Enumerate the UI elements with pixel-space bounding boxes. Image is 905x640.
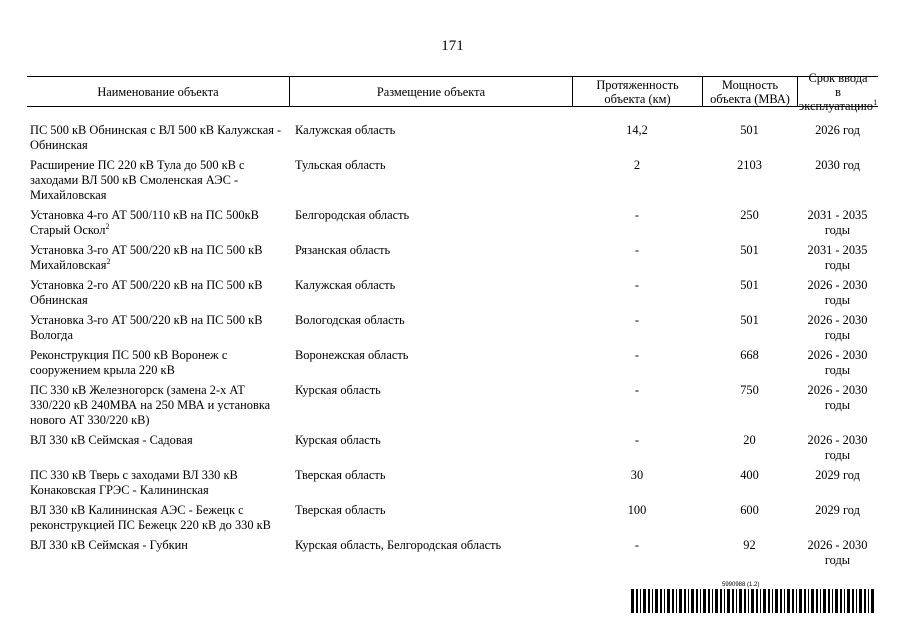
- cell-place: [289, 538, 572, 568]
- barcode-bar: [703, 589, 706, 613]
- cell-name-text: Установка 4-го АТ 500/110 кВ на ПС 500кВ Старый Оскол: [30, 208, 259, 237]
- barcode-bar: [739, 589, 742, 613]
- cell-term-text: 2026 - 2030 годы: [807, 313, 868, 342]
- cell-place-text: Курская область, Белгородская область: [295, 538, 502, 552]
- cell-name-text: ПС 500 кВ Обнинская с ВЛ 500 кВ Калужская - Обнинская: [30, 123, 282, 152]
- barcode-image: [631, 589, 877, 613]
- barcode-label: 5990988 (1.2): [722, 582, 760, 588]
- header-name: [27, 77, 289, 106]
- cell-name: [27, 433, 289, 463]
- cell-place: [289, 123, 572, 153]
- cell-length: [572, 383, 702, 428]
- cell-term: [797, 243, 878, 273]
- cell-name-text: ВЛ 330 кВ Сеймская - Губкин: [30, 538, 188, 552]
- cell-name: [27, 538, 289, 568]
- cell-name: [27, 243, 289, 273]
- barcode-bar: [667, 589, 670, 613]
- cell-power: [702, 433, 797, 463]
- table-row: [27, 503, 878, 533]
- cell-place-text: Тверская область: [295, 503, 386, 517]
- cell-name-text: Реконструкция ПС 500 кВ Воронеж с сооружением крыла 220 кВ: [30, 348, 228, 377]
- barcode-bar: [732, 589, 734, 613]
- cell-term-text: 2030 год: [815, 158, 860, 172]
- cell-term-text: 2026 - 2030 годы: [807, 538, 868, 567]
- cell-place-text: Калужская область: [295, 278, 396, 292]
- cell-term-text: 2026 - 2030 годы: [807, 383, 868, 412]
- barcode-bar: [712, 589, 713, 613]
- barcode-bar: [727, 589, 730, 613]
- cell-term: [797, 158, 878, 203]
- footnote-mark: 2: [105, 221, 110, 231]
- table-body: [27, 123, 878, 568]
- cell-power: [702, 313, 797, 343]
- cell-name-text: Установка 3-го АТ 500/220 кВ на ПС 500 кВ Михайловская: [30, 243, 263, 272]
- header-term: [797, 70, 878, 113]
- table-row: [27, 538, 878, 568]
- barcode-bar: [835, 589, 838, 613]
- barcode-bar: [691, 589, 694, 613]
- cell-term-text: 2029 год: [815, 503, 860, 517]
- barcode-bar: [763, 589, 766, 613]
- cell-power: [702, 243, 797, 273]
- cell-length-text: 100: [627, 503, 647, 517]
- cell-name: [27, 313, 289, 343]
- cell-power: [702, 503, 797, 533]
- barcode-bar: [784, 589, 785, 613]
- cell-length-text: -: [634, 208, 640, 222]
- objects-table: [27, 70, 878, 573]
- barcode-bar: [828, 589, 830, 613]
- cell-length-text: -: [634, 433, 640, 447]
- cell-name: [27, 503, 289, 533]
- cell-power-text: 600: [740, 503, 759, 517]
- cell-power-text: 250: [740, 208, 759, 222]
- cell-length-text: -: [634, 383, 640, 397]
- cell-length-text: 30: [630, 468, 644, 482]
- cell-name: [27, 158, 289, 203]
- cell-power-text: 92: [743, 538, 756, 552]
- cell-place-text: Курская область: [295, 383, 381, 397]
- barcode-bar: [696, 589, 698, 613]
- cell-name: [27, 123, 289, 153]
- barcode-bar: [736, 589, 737, 613]
- barcode-bar: [852, 589, 854, 613]
- cell-place: [289, 468, 572, 498]
- barcode-bar: [823, 589, 826, 613]
- header-place: [289, 77, 572, 106]
- footnote-mark: 2: [106, 256, 111, 266]
- table-row: [27, 208, 878, 238]
- cell-term-text: 2031 - 2035 годы: [807, 208, 868, 237]
- barcode-bar: [660, 589, 662, 613]
- cell-term: [797, 348, 878, 378]
- cell-place-text: Белгородская область: [295, 208, 410, 222]
- cell-length-text: -: [634, 348, 640, 362]
- cell-place: [289, 383, 572, 428]
- barcode-bar: [772, 589, 773, 613]
- barcode-bar: [679, 589, 682, 613]
- header-length-label-2: объекта (км): [604, 91, 671, 106]
- cell-place: [289, 278, 572, 308]
- cell-name-text: Установка 3-го АТ 500/220 кВ на ПС 500 кВ Вологда: [30, 313, 263, 342]
- cell-term: [797, 383, 878, 428]
- table-row: [27, 243, 878, 273]
- barcode-bar: [688, 589, 689, 613]
- barcode-bar: [760, 589, 761, 613]
- cell-power-text: 501: [740, 243, 759, 257]
- barcode-bar: [804, 589, 806, 613]
- cell-length: [572, 468, 702, 498]
- cell-term: [797, 278, 878, 308]
- barcode-bar: [724, 589, 725, 613]
- header-term-footnote: 1: [873, 97, 878, 107]
- barcode-bar: [808, 589, 809, 613]
- cell-name: [27, 208, 289, 238]
- cell-power: [702, 278, 797, 308]
- cell-term-text: 2026 - 2030 годы: [807, 278, 868, 307]
- barcode-bar: [832, 589, 833, 613]
- barcode-bar: [775, 589, 778, 613]
- barcode-bar: [748, 589, 749, 613]
- header-place-label: Размещение объекта: [376, 84, 486, 99]
- barcode-bar: [715, 589, 718, 613]
- cell-term-text: 2026 - 2030 годы: [807, 348, 868, 377]
- cell-power: [702, 348, 797, 378]
- cell-power: [702, 538, 797, 568]
- page-number: 171: [441, 38, 464, 54]
- cell-place: [289, 243, 572, 273]
- cell-term: [797, 433, 878, 463]
- cell-power: [702, 123, 797, 153]
- cell-place-text: Воронежская область: [295, 348, 409, 362]
- cell-name: [27, 348, 289, 378]
- cell-place: [289, 158, 572, 203]
- barcode-bar: [720, 589, 722, 613]
- table-row: [27, 433, 878, 463]
- cell-place-text: Рязанская область: [295, 243, 391, 257]
- header-length-label-1: Протяженность: [596, 77, 679, 92]
- barcode-bar: [652, 589, 653, 613]
- header-term-label-1: Срок ввода: [808, 70, 868, 85]
- barcode-bar: [864, 589, 866, 613]
- cell-length: [572, 433, 702, 463]
- cell-power-text: 750: [740, 383, 759, 397]
- barcode-bar: [799, 589, 802, 613]
- table-row: [27, 123, 878, 153]
- cell-power-text: 2103: [737, 158, 762, 172]
- barcode-bar: [751, 589, 754, 613]
- cell-length: [572, 503, 702, 533]
- cell-length: [572, 243, 702, 273]
- cell-length: [572, 158, 702, 203]
- cell-power-text: 501: [740, 313, 759, 327]
- barcode-bar: [631, 589, 634, 613]
- header-name-label: Наименование объекта: [97, 84, 219, 99]
- cell-place: [289, 503, 572, 533]
- barcode-bar: [868, 589, 869, 613]
- cell-length: [572, 538, 702, 568]
- cell-length-text: -: [634, 243, 640, 257]
- barcode-bar: [787, 589, 790, 613]
- table-row: [27, 313, 878, 343]
- barcode-bar: [700, 589, 701, 613]
- barcode-bar: [672, 589, 674, 613]
- cell-name: [27, 468, 289, 498]
- barcode-bar: [847, 589, 850, 613]
- cell-power-text: 20: [743, 433, 756, 447]
- barcode-bar: [816, 589, 818, 613]
- cell-length: [572, 123, 702, 153]
- cell-name: [27, 383, 289, 428]
- cell-term-text: 2031 - 2035 годы: [807, 243, 868, 272]
- barcode-bar: [664, 589, 665, 613]
- cell-place-text: Вологодская область: [295, 313, 405, 327]
- cell-name-text: Расширение ПС 220 кВ Тула до 500 кВ с заходами ВЛ 500 кВ Смоленская АЭС - Михайловская: [30, 158, 245, 202]
- table-row: [27, 383, 878, 428]
- cell-place-text: Калужская область: [295, 123, 396, 137]
- barcode-bar: [856, 589, 857, 613]
- cell-length-text: -: [634, 313, 640, 327]
- barcode-bar: [708, 589, 710, 613]
- table-header: [27, 70, 878, 113]
- barcode-bar: [756, 589, 758, 613]
- cell-term: [797, 313, 878, 343]
- cell-term-text: 2026 - 2030 годы: [807, 433, 868, 462]
- cell-term-text: 2026 год: [815, 123, 860, 137]
- barcode-bar: [643, 589, 646, 613]
- cell-term-text: 2029 год: [815, 468, 860, 482]
- header-power: [702, 77, 797, 106]
- cell-length: [572, 348, 702, 378]
- barcode-bar: [844, 589, 845, 613]
- table-row: [27, 158, 878, 203]
- barcode-bar: [636, 589, 638, 613]
- barcode-bar: [811, 589, 814, 613]
- barcode-bar: [780, 589, 782, 613]
- barcode-bar: [768, 589, 770, 613]
- header-power-label-2: объекта (МВА): [710, 91, 790, 106]
- cell-length-text: 14,2: [626, 123, 648, 137]
- cell-length-text: -: [634, 278, 640, 292]
- cell-place-text: Тульская область: [295, 158, 386, 172]
- cell-term: [797, 123, 878, 153]
- barcode-bar: [744, 589, 746, 613]
- header-term-label-2: в эксплуатацию: [798, 84, 874, 113]
- cell-place: [289, 348, 572, 378]
- cell-term: [797, 503, 878, 533]
- cell-place-text: Тверская область: [295, 468, 386, 482]
- cell-power-text: 501: [740, 278, 759, 292]
- header-power-label-1: Мощность: [721, 77, 779, 92]
- cell-term: [797, 468, 878, 498]
- barcode-bar: [676, 589, 677, 613]
- cell-power-text: 501: [740, 123, 759, 137]
- cell-place: [289, 208, 572, 238]
- cell-power: [702, 208, 797, 238]
- barcode: [631, 581, 877, 613]
- cell-power: [702, 468, 797, 498]
- barcode-bar: [648, 589, 650, 613]
- cell-name-text: Установка 2-го АТ 500/220 кВ на ПС 500 кВ Обнинская: [30, 278, 263, 307]
- barcode-bar: [655, 589, 658, 613]
- table-row: [27, 468, 878, 498]
- cell-name-text: ВЛ 330 кВ Калининская АЭС - Бежецк с реконструкцией ПС Бежецк 220 кВ до 330 кВ: [30, 503, 271, 532]
- header-length: [572, 77, 702, 106]
- barcode-bar: [871, 589, 874, 613]
- barcode-bar: [684, 589, 686, 613]
- cell-place: [289, 433, 572, 463]
- cell-power-text: 668: [740, 348, 759, 362]
- barcode-bar: [640, 589, 641, 613]
- cell-power: [702, 158, 797, 203]
- barcode-bar: [792, 589, 794, 613]
- cell-length: [572, 208, 702, 238]
- cell-place-text: Курская область: [295, 433, 381, 447]
- cell-name-text: ПС 330 кВ Тверь с заходами ВЛ 330 кВ Конаковская ГРЭС - Калининская: [30, 468, 238, 497]
- barcode-bar: [820, 589, 821, 613]
- table-row: [27, 278, 878, 308]
- cell-name: [27, 278, 289, 308]
- cell-length-text: -: [634, 538, 640, 552]
- table-row: [27, 348, 878, 378]
- cell-term: [797, 538, 878, 568]
- cell-length-text: 2: [633, 158, 641, 172]
- cell-power: [702, 383, 797, 428]
- barcode-bar: [840, 589, 842, 613]
- cell-name-text: ПС 330 кВ Железногорск (замена 2-х АТ 330/220 кВ 240МВА на 250 МВА и установка нового АТ 330/220 кВ): [30, 383, 271, 427]
- barcode-bar: [859, 589, 862, 613]
- cell-length: [572, 278, 702, 308]
- cell-power-text: 400: [740, 468, 759, 482]
- cell-place: [289, 313, 572, 343]
- barcode-bar: [796, 589, 797, 613]
- cell-name-text: ВЛ 330 кВ Сеймская - Садовая: [30, 433, 193, 447]
- cell-length: [572, 313, 702, 343]
- cell-term: [797, 208, 878, 238]
